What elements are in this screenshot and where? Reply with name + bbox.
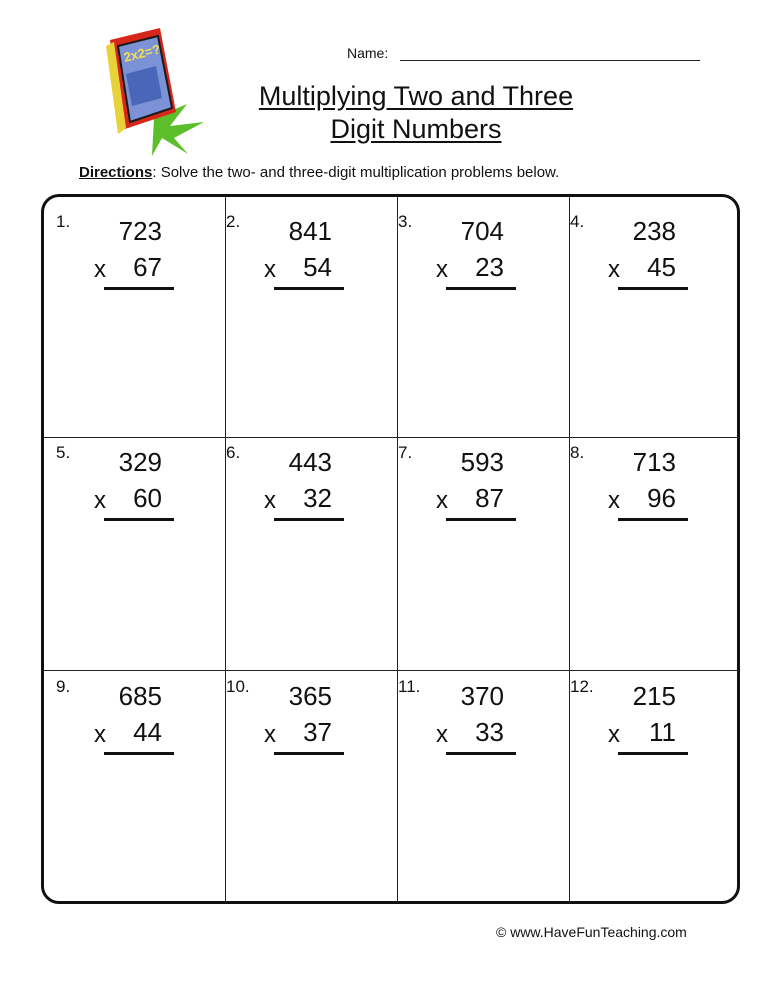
problem-number: 6. [226, 443, 241, 462]
name-label: Name: [347, 45, 389, 61]
title-line-1: Multiplying Two and Three [258, 81, 574, 111]
answer-line [274, 287, 344, 290]
times-sign: x [94, 487, 106, 514]
multiplicand: 593 [460, 447, 504, 477]
answer-line [104, 287, 174, 290]
multiplicand: 365 [288, 681, 332, 711]
problem-number: 4. [570, 212, 585, 231]
copyright-footer: © www.HaveFunTeaching.com [496, 924, 687, 940]
problem-11 [398, 677, 568, 907]
page-title [212, 80, 620, 146]
problem-5 [56, 443, 226, 673]
multiplicand: 704 [460, 216, 504, 246]
multiplicand: 370 [460, 681, 504, 711]
answer-line [274, 518, 344, 521]
times-sign: x [264, 256, 276, 283]
problem-7 [398, 443, 568, 673]
multiplier: 45 [647, 252, 676, 282]
multiplier: 23 [475, 252, 504, 282]
times-sign: x [608, 487, 620, 514]
problem-number: 12. [570, 677, 594, 696]
multiplicand: 723 [118, 216, 162, 246]
multiplier: 60 [133, 483, 162, 513]
answer-line [446, 752, 516, 755]
multiplicand: 685 [118, 681, 162, 711]
problem-12 [570, 677, 740, 907]
multiplicand: 329 [118, 447, 162, 477]
answer-line [618, 518, 688, 521]
multiplier: 67 [133, 252, 162, 282]
directions-label: Directions [79, 164, 153, 181]
multiplier: 87 [475, 483, 504, 513]
directions [79, 164, 559, 181]
logo-text: 2x2=? [122, 41, 162, 65]
multiplicand: 841 [288, 216, 332, 246]
title-line-2: Digit Numbers [330, 114, 502, 144]
problem-2 [226, 212, 396, 442]
multiplier: 37 [303, 717, 332, 747]
multiplier: 32 [303, 483, 332, 513]
problem-1 [56, 212, 226, 442]
problem-3 [398, 212, 568, 442]
answer-line [618, 752, 688, 755]
answer-line [618, 287, 688, 290]
problem-4 [570, 212, 740, 442]
problem-8 [570, 443, 740, 673]
problem-number: 9. [56, 677, 71, 696]
problem-number: 5. [56, 443, 71, 462]
answer-line [274, 752, 344, 755]
multiplier: 33 [475, 717, 504, 747]
problem-6 [226, 443, 396, 673]
directions-text: : Solve the two- and three-digit multiplication problems below. [152, 164, 560, 181]
name-line [400, 60, 700, 61]
book-logo-icon [92, 26, 214, 156]
times-sign: x [94, 256, 106, 283]
times-sign: x [436, 721, 448, 748]
multiplicand: 238 [632, 216, 676, 246]
multiplicand: 713 [632, 447, 676, 477]
multiplier: 96 [647, 483, 676, 513]
answer-line [104, 752, 174, 755]
problem-number: 11. [398, 677, 421, 696]
times-sign: x [436, 487, 448, 514]
problem-number: 3. [398, 212, 413, 231]
multiplier: 11 [649, 717, 676, 747]
multiplier: 54 [303, 252, 332, 282]
times-sign: x [608, 256, 620, 283]
times-sign: x [264, 487, 276, 514]
times-sign: x [436, 256, 448, 283]
multiplicand: 443 [288, 447, 332, 477]
problem-number: 2. [226, 212, 241, 231]
problem-number: 7. [398, 443, 413, 462]
answer-line [104, 518, 174, 521]
problem-number: 1. [56, 212, 71, 231]
times-sign: x [94, 721, 106, 748]
times-sign: x [264, 721, 276, 748]
multiplicand: 215 [632, 681, 676, 711]
times-sign: x [608, 721, 620, 748]
problem-10 [226, 677, 396, 907]
answer-line [446, 518, 516, 521]
multiplier: 44 [133, 717, 162, 747]
problem-9 [56, 677, 226, 907]
problem-number: 10. [226, 677, 250, 696]
problem-number: 8. [570, 443, 585, 462]
answer-line [446, 287, 516, 290]
